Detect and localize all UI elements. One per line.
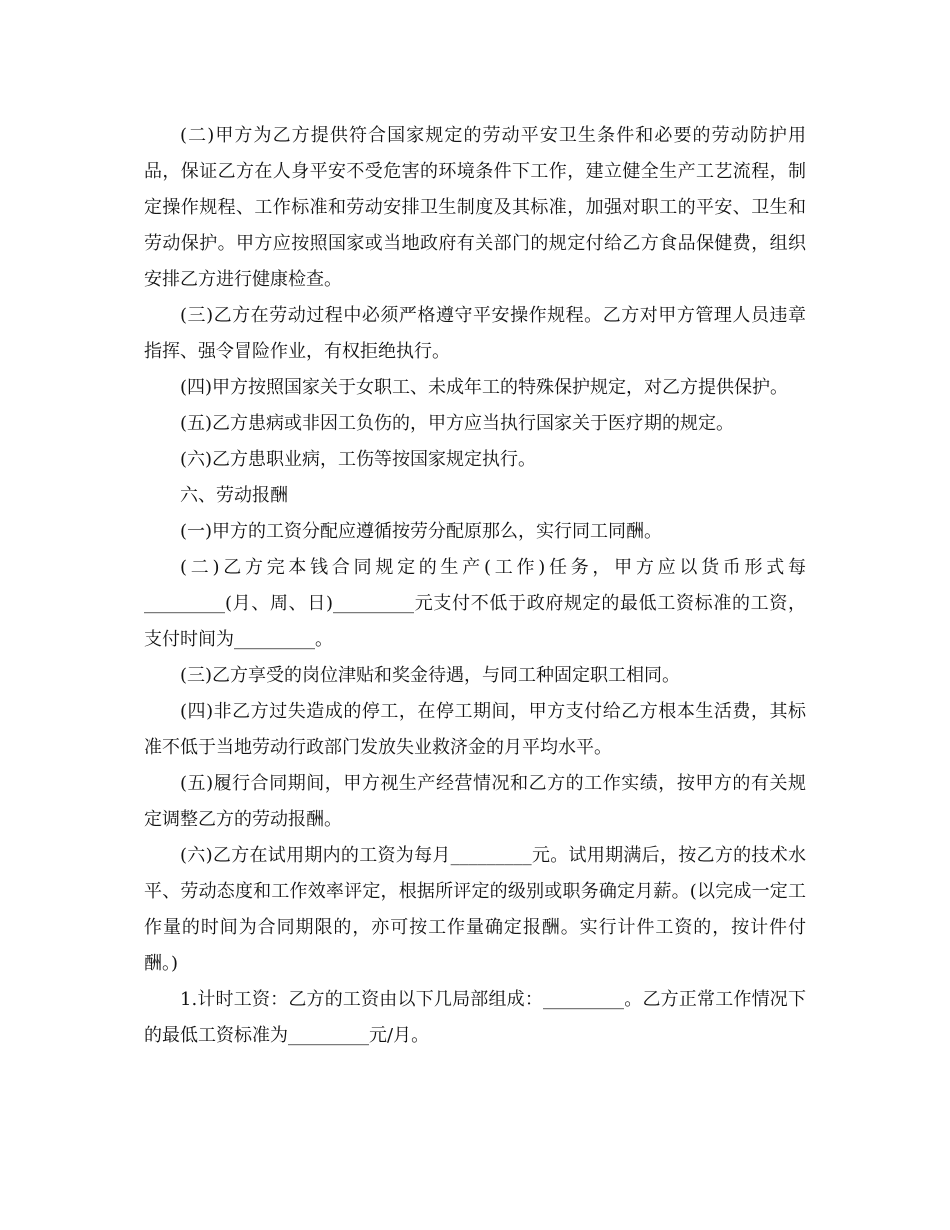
paragraph-1-equal-pay: (一)甲方的工资分配应遵循按劳分配原那么，实行同工同酬。 — [180, 521, 663, 542]
paragraph-3-allowances: (三)乙方享受的岗位津贴和奖金待遇，与同工种固定职工相同。 — [180, 665, 681, 686]
paragraph-2-wage-payment: (二)乙方完本钱合同规定的生产(工作)任务，甲方应以货币形式每_________(月、周、日)_________元支付不低于政府规定的最低工资标准的工资，支付时间为_________。 — [144, 557, 806, 650]
section-heading-remuneration: 六、劳动报酬 — [180, 485, 288, 506]
paragraph-2-safety-conditions: (二)甲方为乙方提供符合国家规定的劳动平安卫生条件和必要的劳动防护用品，保证乙方在人身平安不受危害的环境条件下工作，建立健全生产工艺流程，制定操作规程、工作标准和劳动安排卫生制度及其标准，加强对职工的平安、卫生和劳动保护。甲方应按照国家或当地政府有关部门的规定付给乙方食品保健费，组织安排乙方进行健康检查。 — [144, 125, 806, 290]
paragraph-6-occupational-disease: (六)乙方患职业病，工伤等按国家规定执行。 — [180, 449, 537, 470]
paragraph-4-special-protection: (四)甲方按照国家关于女职工、未成年工的特殊保护规定，对乙方提供保护。 — [180, 377, 789, 398]
document-body — [144, 118, 806, 1054]
paragraph-5-pay-adjustment: (五)履行合同期间，甲方视生产经营情况和乙方的工作实绩，按甲方的有关规定调整乙方的劳动报酬。 — [144, 773, 806, 830]
paragraph-hourly-wage: 1.计时工资：乙方的工资由以下几局部组成：_________。乙方正常工作情况下的最低工资标准为_________元/月。 — [144, 989, 806, 1046]
paragraph-6-probation-wage: (六)乙方在试用期内的工资为每月_________元。试用期满后，按乙方的技术水平、劳动态度和工作效率评定，根据所评定的级别或职务确定月薪。(以完成一定工作量的时间为合同期限的，亦可按工作量确定报酬。实行计件工资的，按计件付酬。) — [144, 845, 806, 974]
paragraph-3-safety-rules: (三)乙方在劳动过程中必须严格遵守平安操作规程。乙方对甲方管理人员违章指挥、强令冒险作业，有权拒绝执行。 — [144, 305, 806, 362]
paragraph-5-medical-period: (五)乙方患病或非因工负伤的，甲方应当执行国家关于医疗期的规定。 — [180, 413, 735, 434]
paragraph-4-stoppage-pay: (四)非乙方过失造成的停工，在停工期间，甲方支付给乙方根本生活费，其标准不低于当地劳动行政部门发放失业救济金的月平均水平。 — [144, 701, 806, 758]
